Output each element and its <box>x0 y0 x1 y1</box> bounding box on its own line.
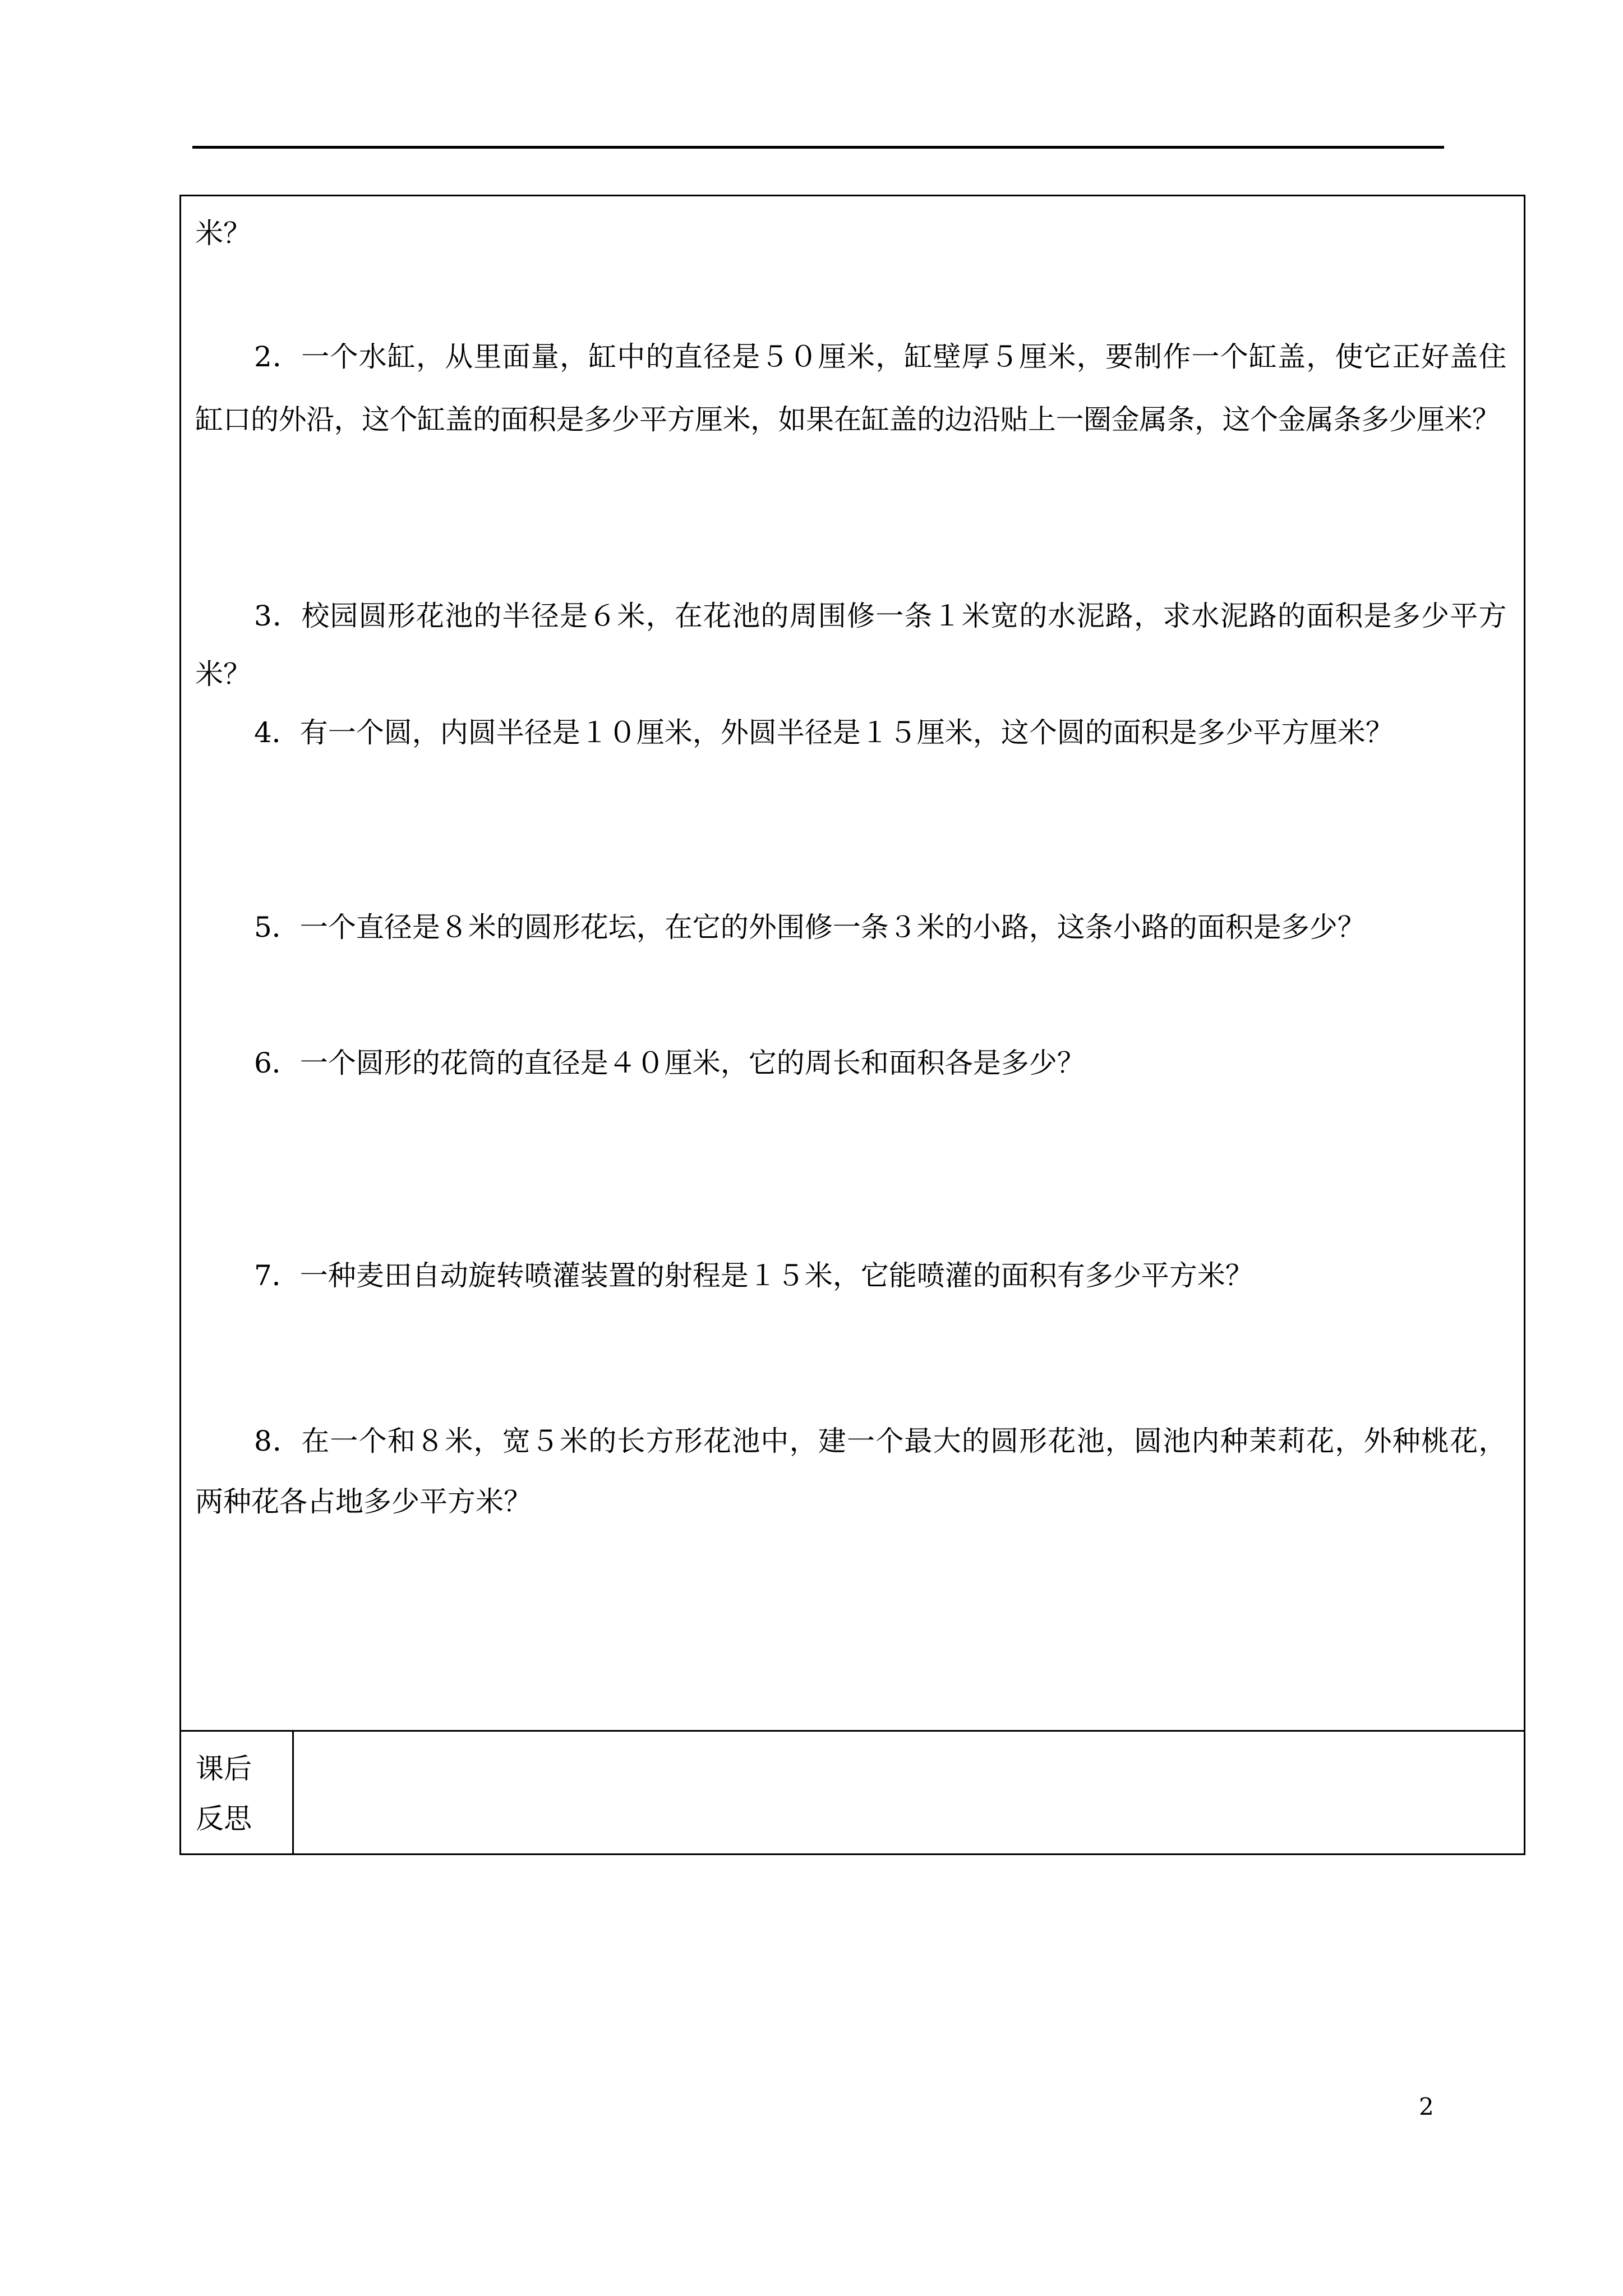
question-3-line-2: 米？ <box>195 658 251 691</box>
question-1-tail: 米？ <box>195 217 251 250</box>
question-2-line-1: 2．一个水缸，从里面量，缸中的直径是５０厘米，缸壁厚５厘米，要制作一个缸盖，使它正好盖住 <box>254 341 1507 373</box>
page-number: 2 <box>1419 2093 1434 2120</box>
reflection-label-cell <box>181 1732 294 1855</box>
question-6: 6．一个圆形的花筒的直径是４０厘米，它的周长和面积各是多少？ <box>254 1047 1085 1079</box>
question-8-line-1: 8．在一个和８米，宽５米的长方形花池中，建一个最大的圆形花池，圆池内种茉莉花，外种桃花， <box>254 1425 1507 1457</box>
question-2-line-2: 缸口的外沿，这个缸盖的面积是多少平方厘米，如果在缸盖的边沿贴上一圈金属条，这个金属条多少厘米？ <box>195 403 1500 436</box>
question-8-line-2: 两种花各占地多少平方米？ <box>195 1485 532 1518</box>
reflection-label-line-1: 课后 <box>196 1752 252 1785</box>
question-4: 4．有一个圆，内圆半径是１０厘米，外圆半径是１５厘米，这个圆的面积是多少平方厘米？ <box>254 716 1394 749</box>
question-3-line-1: 3．校园圆形花池的半径是６米，在花池的周围修一条１米宽的水泥路，求水泥路的面积是多少平方 <box>254 600 1507 632</box>
questions-cell <box>181 196 1524 1732</box>
reflection-label-line-2: 反思 <box>196 1802 252 1835</box>
reflection-content-cell <box>294 1732 1524 1855</box>
header-rule <box>192 146 1444 149</box>
worksheet-table <box>179 195 1525 1855</box>
question-5: 5．一个直径是８米的圆形花坛，在它的外围修一条３米的小路，这条小路的面积是多少？ <box>254 911 1366 944</box>
question-7: 7．一种麦田自动旋转喷灌装置的射程是１５米，它能喷灌的面积有多少平方米？ <box>254 1259 1253 1292</box>
